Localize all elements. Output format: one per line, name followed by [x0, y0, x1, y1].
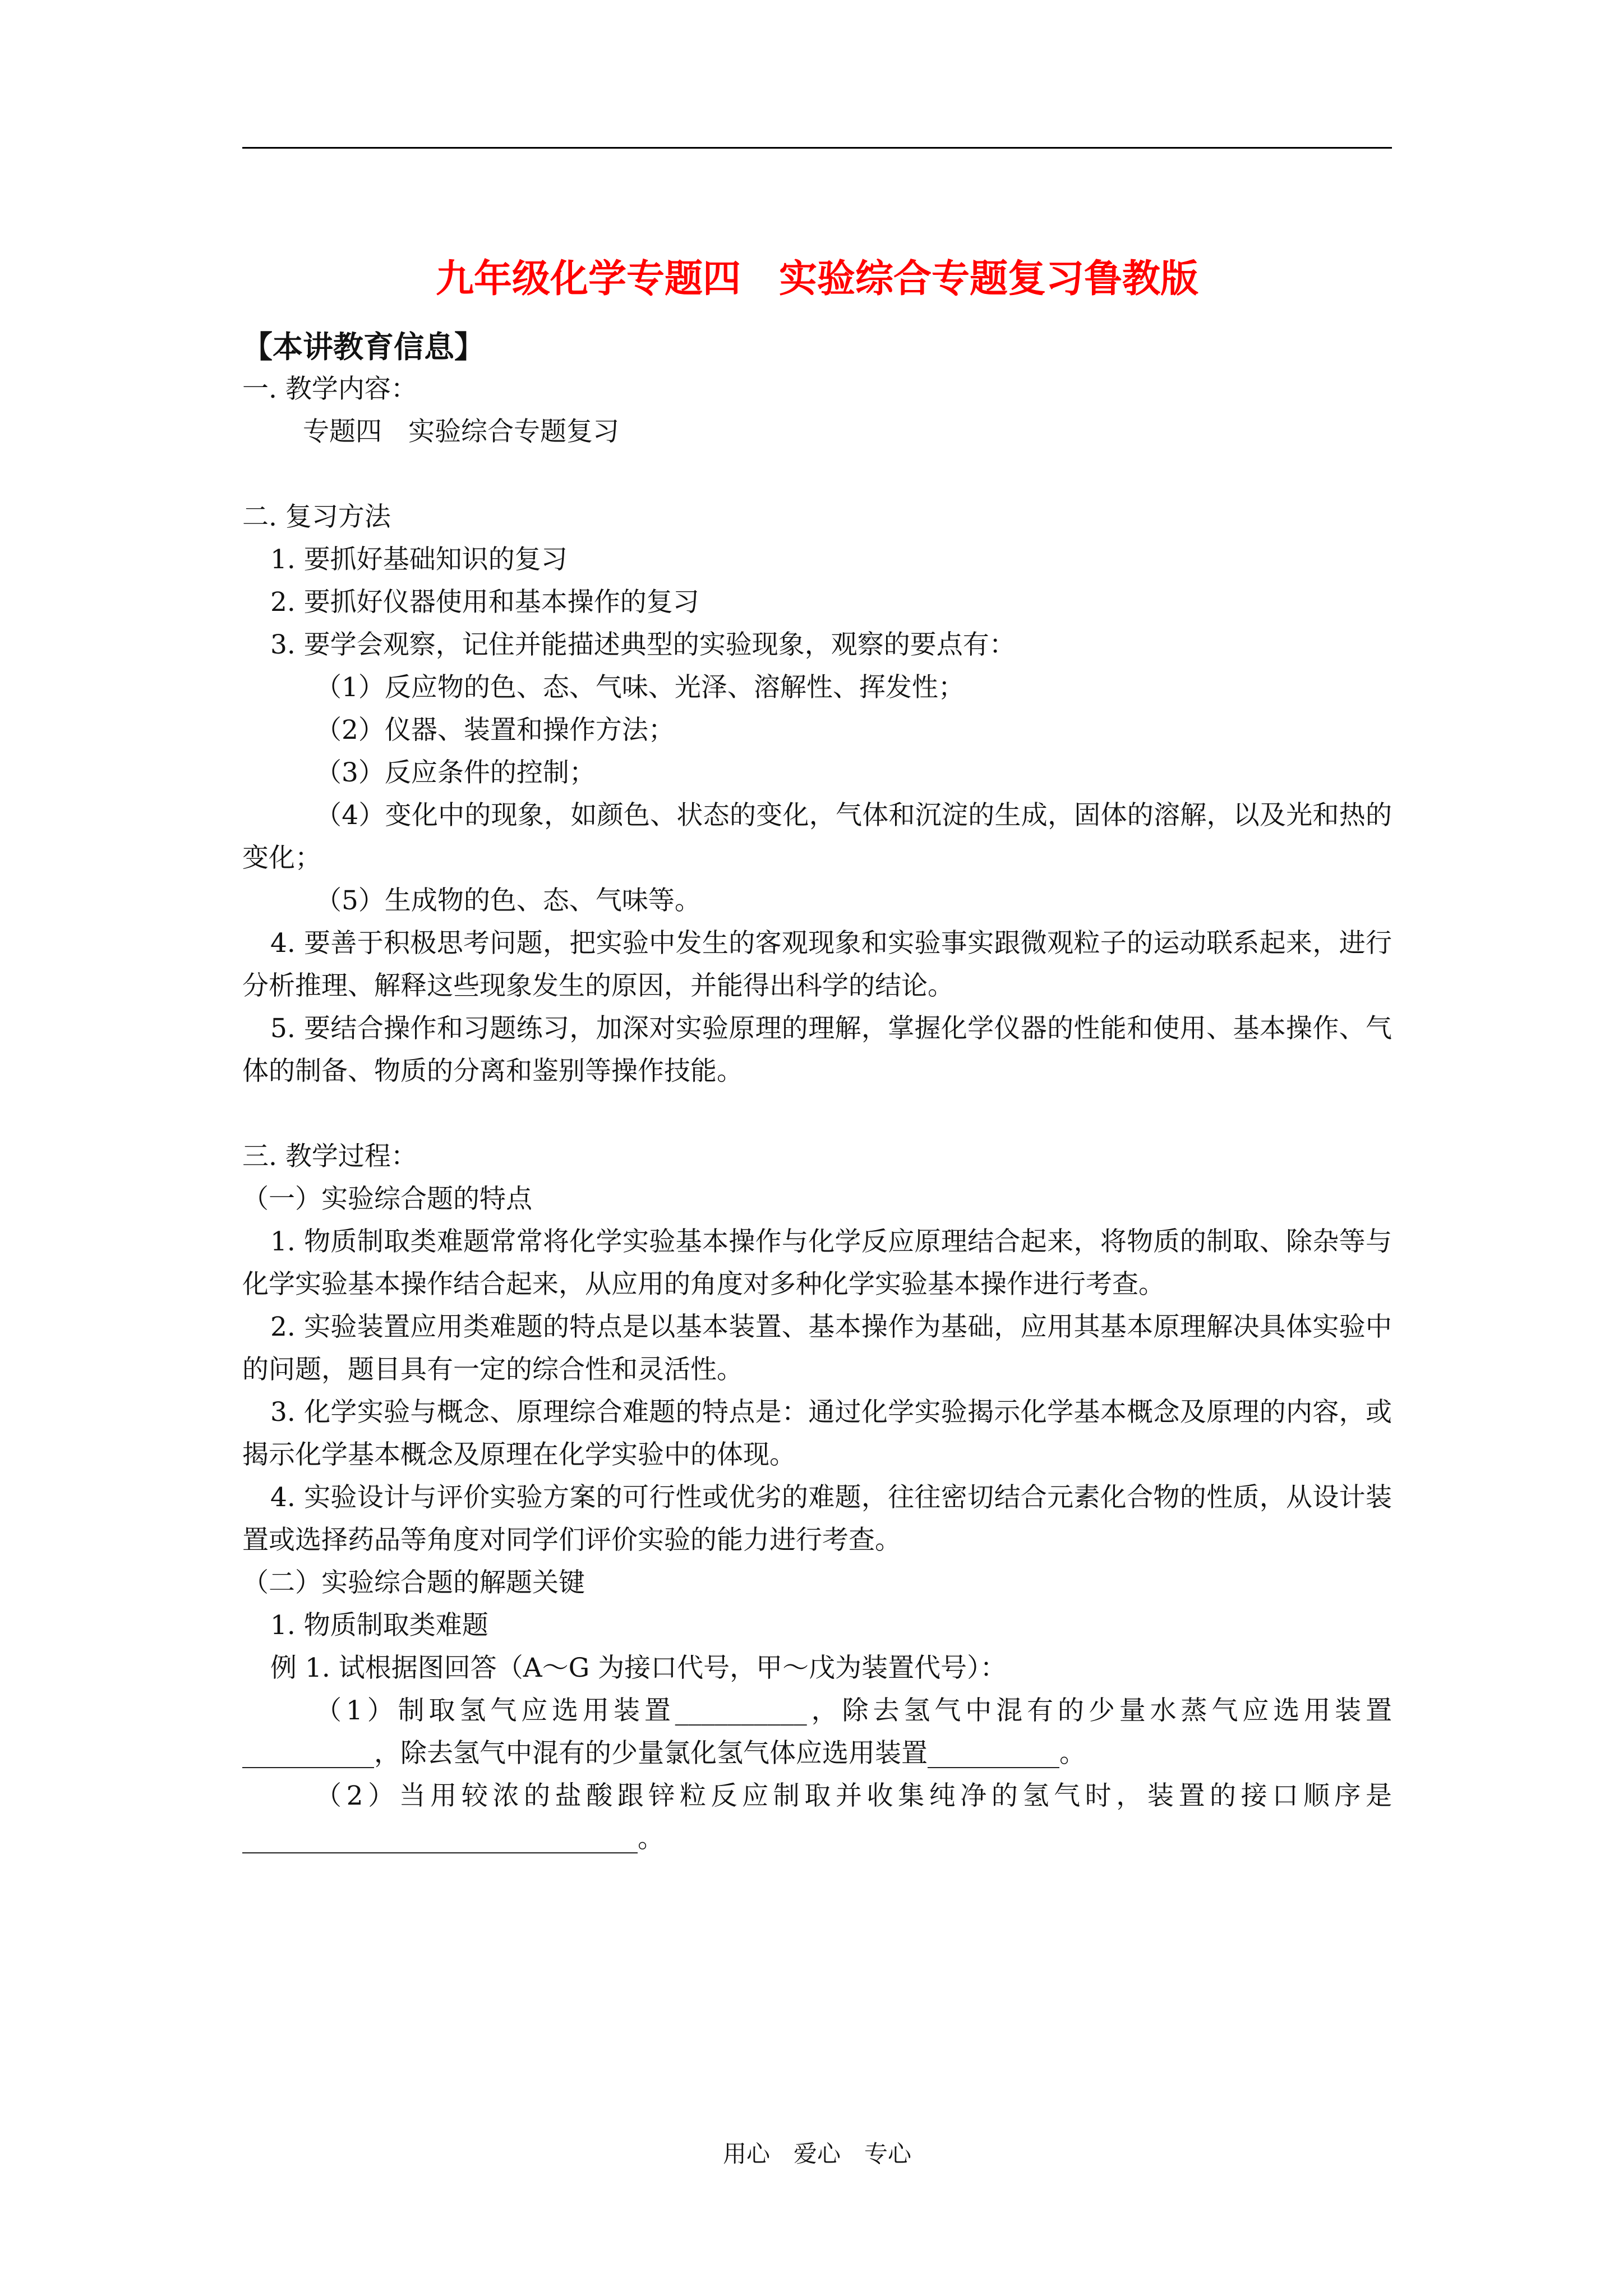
question-1: （1）制取氢气应选用装置__________，除去氢气中混有的少量水蒸气应选用装置__________，除去氢气中混有的少量氯化氢气体应选用装置__________。	[242, 1695, 1392, 1769]
section-3-heading: 三. 教学过程：	[242, 1141, 417, 1172]
sub-item: （1）反应物的色、态、气味、光泽、溶解性、挥发性；	[315, 672, 965, 703]
sub-item: （3）反应条件的控制；	[315, 757, 596, 788]
list-item: 2. 要抓好仪器使用和基本操作的复习	[270, 587, 699, 618]
list-item: 1. 物质制取类难题	[270, 1610, 488, 1641]
document-body	[242, 325, 1392, 1860]
list-item: 1. 要抓好基础知识的复习	[270, 544, 568, 575]
sub-item: （5）生成物的色、态、气味等。	[315, 885, 701, 916]
section-2-heading: 二. 复习方法	[242, 501, 391, 532]
section-1-content: 专题四 实验综合专题复习	[303, 416, 619, 447]
spacer	[242, 1093, 1392, 1135]
list-item: 3. 化学实验与概念、原理综合难题的特点是：通过化学实验揭示化学基本概念及原理的内容，或揭示化学基本概念及原理在化学实验中的体现。	[242, 1397, 1392, 1470]
section-1-heading: 一. 教学内容：	[242, 374, 417, 404]
list-item: 3. 要学会观察，记住并能描述典型的实验现象，观察的要点有：	[270, 629, 1016, 660]
list-item: 2. 实验装置应用类难题的特点是以基本装置、基本操作为基础，应用其基本原理解决具体实验中的问题，题目具有一定的综合性和灵活性。	[242, 1312, 1392, 1385]
page-footer: 用心 爱心 专心	[722, 2140, 911, 2168]
part-1-heading: （一）实验综合题的特点	[242, 1184, 532, 1214]
list-item: 5. 要结合操作和习题练习，加深对实验原理的理解，掌握化学仪器的性能和使用、基本操作、气体的制备、物质的分离和鉴别等操作技能。	[242, 1013, 1392, 1087]
header-rule	[242, 147, 1392, 149]
document-title: 九年级化学专题四 实验综合专题复习鲁教版	[435, 256, 1198, 301]
example-heading: 例 1. 试根据图回答（A～G 为接口代号，甲～戊为装置代号）：	[270, 1653, 1007, 1683]
part-2-heading: （二）实验综合题的解题关键	[242, 1567, 585, 1598]
list-item: 4. 要善于积极思考问题，把实验中发生的客观现象和实验事实跟微观粒子的运动联系起来，进行分析推理、解释这些现象发生的原因，并能得出科学的结论。	[242, 928, 1392, 1001]
list-item: 4. 实验设计与评价实验方案的可行性或优劣的难题，往往密切结合元素化合物的性质，从设计装置或选择药品等角度对同学们评价实验的能力进行考查。	[242, 1482, 1392, 1556]
sub-item: （2）仪器、装置和操作方法；	[315, 715, 675, 746]
info-heading: 【本讲教育信息】	[242, 329, 485, 365]
list-item: 1. 物质制取类难题常常将化学实验基本操作与化学反应原理结合起来，将物质的制取、除杂等与化学实验基本操作结合起来，从应用的角度对多种化学实验基本操作进行考查。	[242, 1226, 1392, 1300]
sub-item: （4）变化中的现象，如颜色、状态的变化，气体和沉淀的生成，固体的溶解，以及光和热的变化；	[242, 800, 1392, 873]
spacer	[242, 453, 1392, 496]
question-2: （2）当用较浓的盐酸跟锌粒反应制取并收集纯净的氢气时，装置的接口顺序是______________________________。	[242, 1780, 1392, 1854]
